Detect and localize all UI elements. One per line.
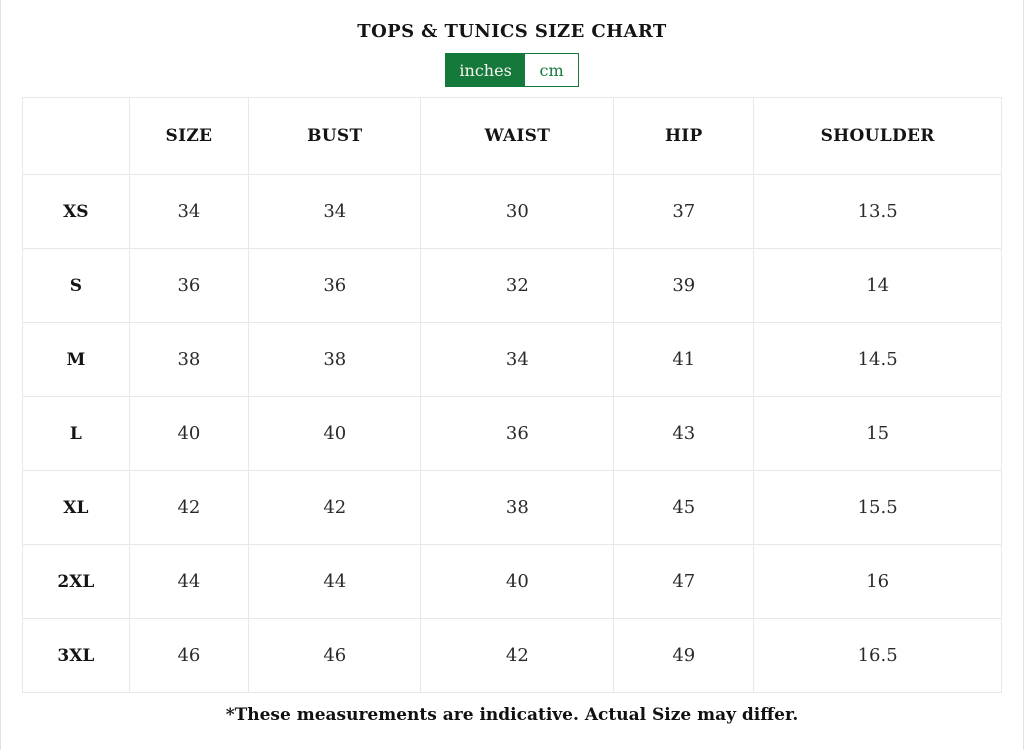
row-label: 2XL [23, 545, 130, 619]
table-cell: 32 [421, 249, 614, 323]
page-title: TOPS & TUNICS SIZE CHART [357, 21, 667, 42]
table-cell: 16.5 [754, 619, 1002, 693]
row-label: L [23, 397, 130, 471]
row-label: M [23, 323, 130, 397]
table-cell: 37 [614, 175, 754, 249]
table-cell: 43 [614, 397, 754, 471]
table-row-l [23, 397, 1002, 471]
table-row-xs [23, 175, 1002, 249]
table-cell: 15.5 [754, 471, 1002, 545]
table-cell: 34 [249, 175, 421, 249]
header-row [23, 98, 1002, 175]
table-cell: 42 [249, 471, 421, 545]
size-chart-table [22, 97, 1002, 693]
table-cell: 14.5 [754, 323, 1002, 397]
table-cell: 44 [249, 545, 421, 619]
column-header-size: SIZE [129, 98, 248, 175]
row-label: XL [23, 471, 130, 545]
column-header-shoulder: SHOULDER [754, 98, 1002, 175]
table-cell: 39 [614, 249, 754, 323]
row-label: S [23, 249, 130, 323]
row-label: XS [23, 175, 130, 249]
table-cell: 14 [754, 249, 1002, 323]
table-cell: 42 [129, 471, 248, 545]
table-row-2xl [23, 545, 1002, 619]
table-cell: 49 [614, 619, 754, 693]
table-cell: 16 [754, 545, 1002, 619]
table-cell: 46 [129, 619, 248, 693]
table-cell: 41 [614, 323, 754, 397]
table-cell: 36 [249, 249, 421, 323]
table-row-m [23, 323, 1002, 397]
table-cell: 36 [129, 249, 248, 323]
table-row-s [23, 249, 1002, 323]
table-cell: 34 [421, 323, 614, 397]
table-cell: 34 [129, 175, 248, 249]
table-cell: 44 [129, 545, 248, 619]
table-cell: 38 [129, 323, 248, 397]
row-label: 3XL [23, 619, 130, 693]
column-header-hip: HIP [614, 98, 754, 175]
table-row-xl [23, 471, 1002, 545]
table-cell: 30 [421, 175, 614, 249]
corner-header-cell [23, 98, 130, 175]
table-cell: 36 [421, 397, 614, 471]
table-cell: 45 [614, 471, 754, 545]
unit-toggle-cm-button[interactable]: cm [525, 54, 578, 86]
table-row-3xl [23, 619, 1002, 693]
table-cell: 13.5 [754, 175, 1002, 249]
table-header [23, 98, 1002, 175]
table-body [23, 175, 1002, 693]
table-cell: 47 [614, 545, 754, 619]
table-cell: 40 [129, 397, 248, 471]
table-cell: 15 [754, 397, 1002, 471]
footnote: *These measurements are indicative. Actual Size may differ. [225, 705, 799, 725]
column-header-waist: WAIST [421, 98, 614, 175]
table-cell: 42 [421, 619, 614, 693]
table-cell: 46 [249, 619, 421, 693]
unit-toggle [445, 53, 579, 87]
table-cell: 40 [249, 397, 421, 471]
table-cell: 38 [421, 471, 614, 545]
unit-toggle-inches-button[interactable]: inches [446, 54, 525, 86]
table-cell: 38 [249, 323, 421, 397]
column-header-bust: BUST [249, 98, 421, 175]
table-cell: 40 [421, 545, 614, 619]
